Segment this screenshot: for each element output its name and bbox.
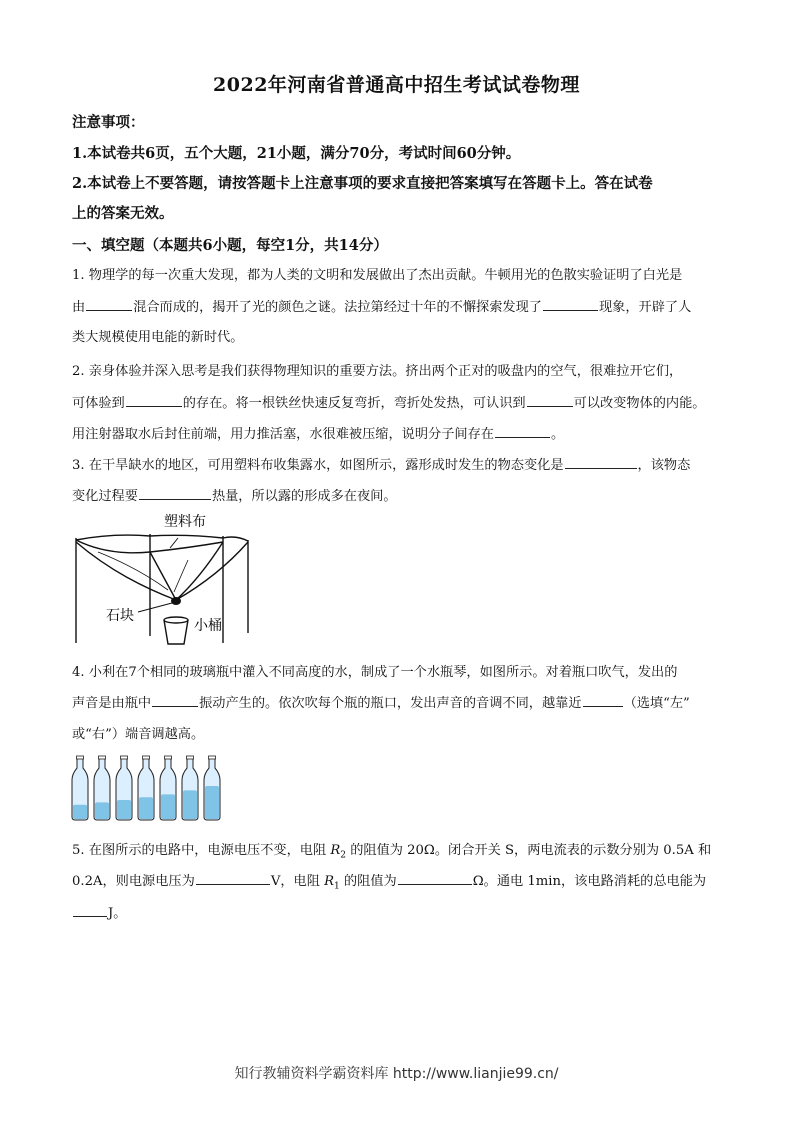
section-1-heading: 一、填空题（本题共6小题，每空1分，共14分）	[72, 237, 388, 254]
notice-item-1: 1.本试卷共6页，五个大题，21小题，满分70分，考试时间60分钟。	[72, 145, 521, 162]
bottle-water	[117, 800, 131, 819]
footer-watermark: 知行教辅资料学霸资料库 http://www.lianjie99.cn/	[234, 1066, 559, 1082]
q5-text: J。	[108, 906, 127, 921]
bottle-mouth	[143, 756, 150, 759]
resistor-subscript: 1	[334, 881, 340, 892]
label-plastic-cloth: 塑料布	[164, 514, 206, 530]
bottle-water	[73, 805, 87, 819]
plastic-sheet-edge	[76, 535, 248, 541]
q2-text: 可以改变物体的内能。	[573, 396, 706, 411]
bottle-water	[161, 794, 175, 819]
q2-text: 用注射器取水后封住前端，用力推活塞，水很难被压缩，说明分子间存在	[72, 427, 494, 442]
water-bottle	[94, 756, 110, 820]
sheet-fold	[98, 552, 168, 590]
label-pointer	[170, 538, 178, 548]
label-pointer	[138, 603, 172, 612]
answer-blank	[398, 872, 472, 885]
resistor-subscript: 2	[340, 850, 347, 861]
bottle-mouth	[187, 756, 194, 759]
q1-text: 混合而成的，揭开了光的颜色之谜。法拉第经过十年的不懈探索发现了	[133, 300, 542, 315]
water-bottles-figure	[70, 754, 230, 824]
q3-text: ，该物态	[637, 458, 691, 473]
q5-text: 0.2A，则电源电压为	[72, 874, 195, 889]
q5-text: V，电阻	[270, 874, 325, 889]
q3-text: 3. 在干旱缺水的地区，可用塑料布收集露水，如图所示，露形成时发生的物态变化是	[72, 458, 564, 473]
notice-heading: 注意事项：	[72, 114, 145, 131]
resistor-symbol: R	[324, 874, 335, 889]
q2-line-3	[72, 423, 564, 442]
bottle-mouth	[165, 756, 172, 759]
bottle-mouth	[77, 756, 84, 759]
answer-blank	[565, 456, 637, 469]
q2-line-2	[72, 392, 706, 411]
answer-blank	[583, 694, 623, 707]
page-title: 2022年河南省普通高中招生考试试卷物理	[213, 74, 580, 96]
q5-text: 的阻值为 20Ω。闭合开关 S，两电流表的示数分别为 0.5A 和	[346, 843, 712, 858]
water-bottle	[116, 756, 132, 820]
q4-text: 振动产生的。依次吹每个瓶的瓶口，发出声音的音调不同，越靠近	[199, 696, 582, 711]
plastic-sheet	[150, 552, 176, 600]
q2-text: 可体验到	[72, 396, 125, 411]
bottle-water	[183, 790, 197, 819]
q3-text: 变化过程要	[72, 489, 138, 504]
q2-text: 。	[551, 427, 565, 442]
q5-text: 的阻值为	[339, 874, 397, 889]
q1-text: 现象，开辟了人	[599, 300, 692, 315]
q4-text: （选填“左”	[623, 696, 690, 711]
answer-blank	[86, 298, 132, 311]
bottle-water	[139, 797, 153, 819]
resistor-symbol: R	[330, 843, 341, 858]
q4-line-2	[72, 692, 690, 711]
water-bottle	[182, 756, 198, 820]
notice-item-2-line-2: 上的答案无效。	[72, 205, 174, 222]
q1-line-3: 类大规模使用电能的新时代。	[72, 330, 244, 345]
q5-line-2	[72, 870, 706, 892]
plastic-sheet	[176, 542, 248, 600]
bottle-water	[205, 786, 219, 819]
q4-line-3: 或“右”）端音调越高。	[72, 727, 205, 742]
q4-line-1: 4. 小利在7个相同的玻璃瓶中灌入不同高度的水，制成了一个水瓶琴，如图所示。对着瓶口吹气，发出的	[72, 665, 678, 680]
q3-text: 热量，所以露的形成多在夜间。	[211, 489, 397, 504]
water-bottle	[72, 756, 88, 820]
bottle-water	[95, 802, 109, 819]
answer-blank	[126, 394, 182, 407]
bottle-mouth	[121, 756, 128, 759]
q5-line-1	[72, 839, 711, 861]
q2-text: 的存在。将一根铁丝快速反复弯折，弯折处发热，可认识到	[182, 396, 526, 411]
label-bucket: 小桶	[194, 618, 222, 634]
sheet-fold	[174, 560, 188, 592]
answer-blank	[527, 394, 573, 407]
answer-blank	[196, 872, 270, 885]
water-bottle	[160, 756, 176, 820]
bottle-mouth	[99, 756, 106, 759]
answer-blank	[495, 425, 550, 438]
water-bottle	[204, 756, 220, 820]
q1-text: 由	[72, 300, 86, 315]
answer-blank	[139, 487, 211, 500]
label-stone: 石块	[106, 608, 134, 624]
answer-blank	[73, 904, 107, 917]
q4-text: 声音是由瓶中	[72, 696, 152, 711]
notice-item-2-line-1: 2.本试卷上不要答题，请按答题卡上注意事项的要求直接把答案填写在答题卡上。答在试卷	[72, 175, 653, 192]
q5-text: 5. 在图所示的电路中，电源电压不变，电阻	[72, 843, 331, 858]
answer-blank	[152, 694, 198, 707]
q3-line-1	[72, 454, 690, 473]
bucket-rim	[164, 617, 188, 623]
water-bottle	[138, 756, 154, 820]
q5-line-3	[72, 902, 126, 921]
stone	[171, 597, 181, 605]
q5-text: Ω。通电 1min，该电路消耗的总电能为	[472, 874, 707, 889]
q2-line-1: 2. 亲身体验并深入思考是我们获得物理知识的重要方法。挤出两个正对的吸盘内的空气，很难拉开它们，	[72, 364, 683, 379]
q1-line-2	[72, 296, 691, 315]
q1-line-1: 1. 物理学的每一次重大发现，都为人类的文明和发展做出了杰出贡献。牛顿用光的色散实验证明了白光是	[72, 268, 683, 283]
bottle-mouth	[209, 756, 216, 759]
dew-collector-figure	[68, 508, 258, 650]
answer-blank	[543, 298, 598, 311]
q3-line-2	[72, 485, 397, 504]
